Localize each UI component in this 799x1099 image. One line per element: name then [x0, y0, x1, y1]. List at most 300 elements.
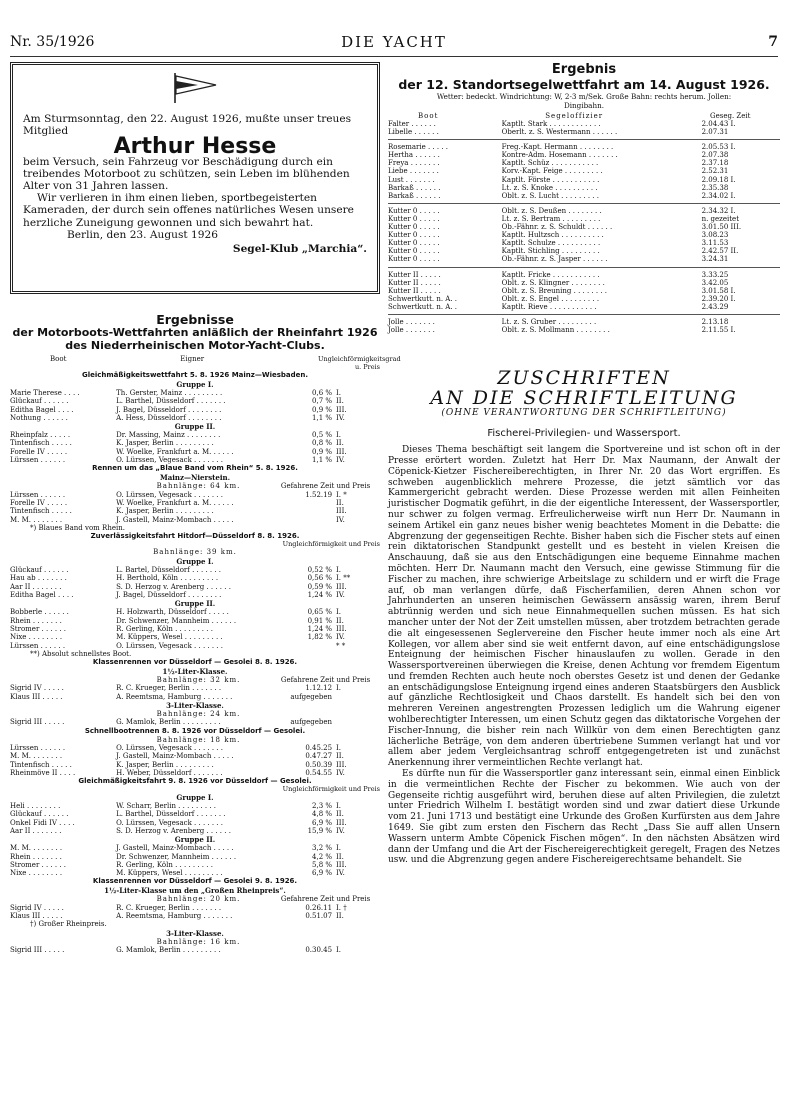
placement: I. — [336, 608, 342, 617]
table-row — [10, 827, 380, 835]
group-title: 3-Liter-Klasse. — [166, 928, 224, 938]
officer-name: Kaptlt. Förste . . . . . . . . . . . — [501, 175, 600, 184]
result-value: 0,52 % — [307, 566, 333, 575]
table-row — [388, 279, 780, 287]
table-row — [10, 853, 380, 861]
placement — [336, 710, 380, 718]
boat-name: Nixe . . . . . . . . — [10, 633, 63, 642]
owner-name: G. Mamlok, Berlin . . . . . . . . . — [116, 718, 221, 727]
result-value: 0,7 % — [312, 397, 333, 406]
owner-name: J. Bagel, Düsseldorf . . . . . . . . — [116, 591, 222, 600]
placement: II. — [336, 852, 344, 861]
race-title: Rennen um das „Blaue Band vom Rhein“ 5. 8. 1926. — [92, 464, 298, 473]
boat-name: Stromer . . . . . . — [10, 624, 66, 633]
group-title: Mainz—Nierstein. — [159, 473, 231, 483]
group-title: 1½-Liter-Klasse um den „Großen Rheinpreis“. — [104, 886, 286, 896]
sail-time: 3.08.23 — [701, 231, 729, 240]
owner-name: W. Woelke, Frankfurt a. M. . . . . . — [116, 447, 234, 456]
col-boat: Boot — [418, 112, 439, 120]
boat-name: Liebe . . . . . . . — [388, 167, 439, 176]
result-value: 1,24 % — [307, 624, 333, 633]
owner-name: J. Gastell, Mainz-Mombach . . . . . — [116, 844, 234, 853]
officer-name: Lt. z. S. Gruber . . . . . . . . . — [501, 317, 597, 326]
placement: IV. — [336, 869, 345, 878]
result-value: 0,5 % — [312, 431, 333, 440]
table-row — [10, 752, 380, 760]
owner-name: Dr. Schwenzer, Mannheim . . . . . . — [116, 852, 237, 861]
motor-column-headers — [10, 355, 401, 371]
sail-time: 2.09.18 I. — [701, 175, 736, 184]
table-row — [10, 566, 380, 574]
table-row — [388, 295, 780, 303]
owner-name: G. Mamlok, Berlin . . . . . . . . . — [116, 945, 221, 954]
deceased-name: Arthur Hesse — [113, 134, 277, 160]
placement: IV. — [336, 515, 345, 524]
boat-name: Tintenfisch . . . . . — [10, 760, 72, 769]
table-row — [10, 861, 380, 869]
officer-name: Oblt. z. S. Klingner . . . . . . . . — [501, 278, 605, 287]
owner-name: Bahnlänge: 32 km. — [156, 676, 241, 685]
result-value: 1,1 % — [312, 456, 333, 465]
results-table — [10, 938, 380, 955]
table-row — [10, 583, 380, 591]
placement: IV. — [336, 633, 345, 642]
boat-name — [10, 676, 116, 684]
placement: I. — [336, 389, 342, 397]
letters-heading-2: AN DIE SCHRIFTLEITUNG — [430, 387, 738, 410]
owner-name: M. Küppers, Wesel . . . . . . . . . — [116, 869, 223, 878]
boat-name: Tintenfisch . . . . . — [10, 507, 72, 516]
race-title: Schnellbootrennen 8. 8. 1926 vor Düsseldorf — Gesolei. — [84, 726, 306, 735]
col-officer: Segeloffizier — [545, 112, 604, 120]
sail-time: 2.07.38 — [701, 151, 729, 160]
owner-name: K. Jasper, Berlin . . . . . . . . . — [116, 760, 214, 769]
result-value: 0,91 % — [307, 616, 333, 625]
officer-name: Freg.-Kapt. Hermann . . . . . . . . — [501, 143, 614, 152]
placement: I. ** — [336, 574, 351, 583]
result-value: 0.30.45 — [305, 945, 333, 954]
boat-name: Forelle IV . . . . . — [10, 498, 68, 507]
boat-name — [10, 938, 116, 946]
boat-name: Schwertkutt. n. A. . — [388, 294, 458, 303]
results-table — [10, 844, 380, 877]
boat-name: Barkaß . . . . . . — [388, 191, 441, 200]
header-rule — [10, 56, 778, 57]
letters-heading: ZUSCHRIFTEN — [497, 367, 671, 390]
owner-name: M. Küppers, Wesel . . . . . . . . . — [116, 633, 223, 642]
table-row — [388, 215, 780, 223]
owner-name: H. Holzwarth, Düsseldorf . . . . . — [116, 608, 229, 617]
boat-name: Rhein . . . . . . . — [10, 852, 62, 861]
placement: II. — [336, 616, 344, 625]
race-title: Gleichmäßigkeitswettfahrt 5. 8. 1926 Mainz—Wiesbaden. — [81, 371, 309, 379]
boat-name: M. M. . . . . . . . — [10, 752, 63, 761]
boat-name: Nothung . . . . . . — [10, 413, 68, 422]
owner-name: Bahnlänge: 18 km. — [156, 735, 241, 744]
race-title: Klassenrennen vor Düsseldorf — Gesolei 8. 8. 1926. — [92, 658, 298, 667]
regatta-table — [388, 143, 780, 200]
table-row — [10, 938, 380, 946]
boat-name: Nixe . . . . . . . . — [10, 869, 63, 878]
sail-time: 2.37.18 — [701, 159, 729, 168]
table-row — [388, 120, 780, 128]
table-row — [10, 810, 380, 818]
block-divider — [388, 139, 780, 140]
placement: II. — [336, 912, 344, 921]
table-row — [10, 946, 380, 954]
sail-time: 3.01.58 I. — [701, 286, 736, 295]
table-row — [388, 303, 780, 311]
table-row — [388, 176, 780, 184]
table-row — [388, 239, 780, 247]
boat-name: Kutter 0 . . . . . — [388, 214, 440, 223]
regatta-conditions: Wetter: bedeckt. Windrichtung: W, 2-3 m/Sek. Große Bahn: rechts herum. Jollen: Dingibahn. — [436, 92, 732, 110]
result-value — [281, 642, 336, 650]
owner-name: H. Berthold, Köln . . . . . . . . . — [116, 574, 219, 583]
results-table — [10, 736, 380, 777]
table-row — [388, 255, 780, 263]
owner-name: R. Gerling, Köln . . . . . . . . . — [116, 624, 213, 633]
sail-time: 3.33.25 — [701, 270, 729, 279]
table-row — [10, 633, 380, 641]
boat-name: Kutter 0 . . . . . — [388, 239, 440, 248]
results-table — [10, 389, 380, 422]
result-value: 0.50.39 — [305, 760, 333, 769]
footnote: **) Absolut schnellstes Boot. — [30, 649, 132, 658]
result-value: 6,9 % — [312, 818, 333, 827]
race-title: Zuverlässigkeitsfahrt Hitdorf—Düsseldorf 8. 8. 1926. — [90, 532, 300, 541]
result-value: 0,59 % — [307, 582, 333, 591]
group-title: Gruppe II. — [174, 835, 216, 845]
placement: II. — [336, 810, 344, 819]
boat-name — [10, 482, 116, 490]
table-row — [10, 693, 380, 701]
boat-name: Rheinpfalz . . . . . — [10, 431, 71, 440]
table-row — [388, 318, 780, 326]
result-value: 1,1 % — [312, 413, 333, 422]
boat-name: Sigrid III . . . . . — [10, 718, 65, 727]
table-row — [388, 143, 780, 151]
results-table — [10, 431, 380, 464]
placement: III. — [336, 818, 347, 827]
officer-name: Lt. z. S. Bertram . . . . . . . . . — [501, 214, 601, 223]
sail-time: 3.01.50 III. — [701, 223, 742, 232]
placement — [336, 736, 380, 744]
result-value — [281, 507, 336, 515]
letters-disclaimer: (OHNE VERANTWORTUNG DER SCHRIFTLEITUNG) — [441, 408, 727, 419]
table-row — [388, 326, 780, 334]
table-row — [10, 904, 380, 912]
placement: III. — [336, 760, 347, 769]
table-row — [10, 456, 380, 464]
placement: III. — [336, 507, 347, 516]
boat-name: Sigrid IV . . . . . — [10, 903, 64, 912]
result-value — [281, 736, 336, 744]
obituary-body: beim Versuch, sein Fahrzeug vor Beschädigung durch ein treibendes Motorboot zu schützen, sein Leben im blühenden Alter von 31 Jahren lassen. — [23, 155, 350, 193]
owner-name: O. Lürssen, Vegesack . . . . . . . — [116, 456, 223, 465]
table-row — [10, 718, 380, 726]
boat-name: Heli . . . . . . . . — [10, 802, 61, 811]
boat-name: Glückauf . . . . . . — [10, 566, 69, 575]
results-table — [10, 608, 380, 649]
placement: II. — [336, 752, 344, 761]
article-paragraph: Dieses Thema beschäftigt seit langem die Sportvereine und ist schon oft in der Presse erörtert worden. Zuletzt hat Herr Dr. Max Naumann, der Anwalt der Cöpenick-Kietzer Fischereiberechtigten, in Ihrer Nr. 20 das Wort ergriffen. Es schweben augenblicklich mehrere Prozesse, die jetzt sämtlich vor das Kammergericht gebracht werden. Diese Prozesse werden mit allen Feinheiten juristischer Dogmatik geführt, in die der eigentliche Interessent, der Wassersportler, nur schwer zu folgen vermag. Erfreulicherweise wirft nun Herr Dr. Naumann in seinem Artikel ein ganz neues bisher wenig beachtetes Moment in die Debatte: die Abgrenzung der gegenseitigen Rechte. Bisher haben sich die Fischer stets auf einen rein diktatorischen Standpunkt gestellt und es besteht in vielen Kreisen die Anschauung, daß sie aus den Entschädigungen eine bequeme Einnahme machen möchten. Herr Dr. Naumann macht den Versuch, eine gewisse Stimmung für die Fischer zu machen, ihre schwierige Arbeitslage zu schildern und er wirft die Frage auf, ob man verlangen dürfe, daß Fischerfamilien, deren Ahnen schon vor Jahrhunderten an unseren heimischen Gewässern ansässig waren, ihrem Beruf abtrünnig werden und sich neue Einnahmequellen suchen müssen. Es hat sich mancher unter der Not der Zeit umstellen müssen, aber trotzdem betrachten gerade die alt eingesessenen Seglervereine den Fischer heute immer noch als eine Art Kollegen, vor allem aber sind sie weit entfernt davon, auf eine entschädigungslose Enteignung der heimischen Fischer hinauslaufen zu wollen. Gerade in den Wassersportvereinen überwiegen die Kreise, denen Achtung vor fremdem Eigentum und fremden Rechten auch heute noch oberstes Gesetz ist und denen der Gedanke an entschädigungslose Enteignung irgend eines anderen Staatsbürgers den Ausblick auf gänzliche Rechtlosigkeit und Chaos darstellt. Es handelt sich bei den von mehreren Vereinen angestrengten Prozessen lediglich um die Wahrung eigener wohlberechtigter Interessen, um einen Schutz gegen das diktatorische Vorgehen der Fischer-Innung, die bisher rein nach Willkür von dem einen Berechtigten ganz lächerliche Beträge, von dem anderen übertriebene Summen verlangt hat und vor allem aber jedem Vergleichsantrag schroff entgegengetreten ist und zunächst Anerkennung ihrer vermeintlichen Rechte verlangt hat. — [388, 445, 780, 769]
boat-name: Glückauf . . . . . . — [10, 810, 69, 819]
owner-name: L. Barthel, Düsseldorf . . . . . . . — [116, 810, 226, 819]
table-row — [10, 499, 380, 507]
owner-name: R. Gerling, Köln . . . . . . . . . — [116, 860, 213, 869]
motor-results-list — [10, 371, 380, 954]
result-value: 6,9 % — [312, 869, 333, 878]
sail-time: 2.13.18 — [701, 317, 729, 326]
owner-name: J. Gastell, Mainz-Mombach . . . . . — [116, 515, 234, 524]
result-value: Gefahrene Zeit und Preis — [280, 895, 371, 904]
col-boat: Boot — [50, 355, 67, 363]
owner-name: Dr. Schwenzer, Mannheim . . . . . . — [116, 616, 237, 625]
boat-name: Kutter 0 . . . . . — [388, 206, 440, 215]
boat-name: Lust . . . . . . . — [388, 175, 435, 184]
footnote: †) Großer Rheinpreis. — [30, 920, 107, 929]
table-row — [10, 844, 380, 852]
motor-results-title: Ergebnisse — [156, 312, 234, 327]
table-row — [10, 516, 380, 524]
owner-name: Bahnlänge: 20 km. — [156, 895, 241, 904]
block-divider — [388, 203, 780, 204]
result-value — [281, 516, 336, 524]
owner-name: S. D. Herzog v. Arenberg . . . . . . — [116, 582, 231, 591]
boat-name: Jolle . . . . . . . — [388, 326, 435, 335]
owner-name: L. Barthel, Düsseldorf . . . . . . . — [116, 397, 226, 406]
result-value: 0,56 % — [307, 574, 333, 583]
regatta-table — [388, 120, 780, 136]
obituary-intro: Am Sturmsonntag, den 22. August 1926, mußte unser treues Mitglied — [23, 113, 352, 138]
result-value: 0,9 % — [312, 405, 333, 414]
owner-name: W. Woelke, Frankfurt a. M. . . . . . — [116, 498, 234, 507]
owner-name: A. Reemtsma, Hamburg . . . . . . . — [116, 692, 233, 701]
officer-name: Lt. z. S. Knoke . . . . . . . . . . — [501, 183, 598, 192]
result-value: Gefahrene Zeit und Preis — [280, 482, 371, 491]
table-row — [10, 574, 380, 582]
officer-name: Oblt. z. S. Lucht . . . . . . . . . — [501, 191, 599, 200]
placement: I. — [336, 684, 342, 693]
boat-name: Hau ab . . . . . . . — [10, 574, 67, 583]
sail-time: 2.34.32 I. — [701, 206, 736, 215]
boat-name: Falter . . . . . . — [388, 120, 436, 128]
placement — [336, 693, 380, 701]
officer-name: Oblt. z. S. Engel . . . . . . . . . — [501, 294, 600, 303]
table-row — [10, 389, 380, 397]
group-title: Gruppe II. — [174, 422, 216, 432]
sail-time: 2.05.53 I. — [701, 143, 736, 152]
owner-name: W. Scharr, Berlin . . . . . . . . . — [116, 802, 217, 811]
boat-name: Aar II . . . . . . . — [10, 826, 62, 835]
result-value: 5,8 % — [312, 860, 333, 869]
group-title: 1½-Liter-Klasse. — [162, 667, 228, 677]
boat-name: Kutter 0 . . . . . — [388, 223, 440, 232]
regatta-table — [388, 318, 780, 334]
table-row — [10, 397, 380, 405]
table-row — [10, 710, 380, 718]
regatta-column-headers — [388, 112, 780, 120]
table-row — [388, 128, 780, 136]
sail-time: 3.24.31 — [701, 255, 729, 264]
boat-name: Kutter 0 . . . . . — [388, 247, 440, 256]
placement: I. † — [336, 903, 347, 912]
sail-time: n. gezeitet — [701, 214, 740, 223]
officer-name: Kaptlt. Stichling . . . . . . . . . — [501, 247, 600, 256]
placement: III. — [336, 447, 347, 456]
boat-name: Lürssen . . . . . . — [10, 490, 66, 499]
boat-name: Lürssen . . . . . . — [10, 456, 66, 465]
placement: IV. — [336, 826, 345, 835]
boat-name: Bobberle . . . . . . — [10, 608, 69, 617]
result-value — [281, 938, 336, 946]
table-row — [388, 207, 780, 215]
result-value: 1.12.12 — [305, 684, 333, 693]
officer-name: Kaptlt. Schüz . . . . . . . . . . . — [501, 159, 599, 168]
block-divider — [388, 267, 780, 268]
boat-name: Kutter II . . . . . — [388, 278, 441, 287]
owner-name: L. Bartel, Düsseldorf . . . . . . . — [116, 566, 222, 575]
boat-name: Hertha . . . . . . — [388, 151, 440, 160]
result-value: 1,24 % — [307, 591, 333, 600]
results-table — [10, 710, 380, 727]
result-value — [281, 499, 336, 507]
boat-name: Sigrid IV . . . . . — [10, 684, 64, 693]
boat-name: Marie Therese . . . . — [10, 389, 80, 397]
results-table — [10, 802, 380, 835]
result-value: 1,82 % — [307, 633, 333, 642]
table-row — [388, 223, 780, 231]
table-row — [10, 431, 380, 439]
table-row — [388, 184, 780, 192]
table-row — [10, 802, 380, 810]
magazine-title: DIE YACHT — [341, 33, 447, 51]
motor-results-subtitle: der Motorboots-Wettfahrten anläßlich der Rheinfahrt 1926 des Niederrheinischen Motor-Yacht-Clubs. — [12, 326, 378, 352]
officer-name: Kaptlt. Stark . . . . . . . . . . . . — [501, 120, 601, 128]
owner-name: J. Gastell, Mainz-Mombach . . . . . — [116, 752, 234, 761]
obituary-signature: Segel-Klub „Marchia“. — [232, 243, 367, 256]
officer-name: Kaptlt. Rieve . . . . . . . . . . . — [501, 302, 597, 311]
table-row — [10, 769, 380, 777]
table-row — [10, 491, 380, 499]
col-owner: Eigner — [180, 355, 205, 363]
table-row — [10, 448, 380, 456]
table-row — [10, 608, 380, 616]
table-row — [388, 271, 780, 279]
result-value: 0.26.11 — [305, 903, 333, 912]
article-title: Fischerei-Privilegien- und Wassersport. — [487, 428, 681, 440]
result-value: aufgegeben — [290, 718, 333, 727]
placement: II. — [336, 498, 344, 507]
sail-time: 2.52.31 — [701, 167, 729, 176]
boat-name: Glückauf . . . . . . — [10, 397, 69, 406]
pennant-icon — [172, 73, 218, 103]
group-title: Gruppe I. — [176, 793, 214, 803]
table-row — [10, 676, 380, 684]
boat-name: Jolle . . . . . . . — [388, 317, 435, 326]
obituary-date: Berlin, den 23. August 1926 — [67, 228, 219, 241]
result-value: 0.51.07 — [305, 912, 333, 921]
result-value: 0,65 % — [307, 608, 333, 617]
result-value: 4,8 % — [312, 810, 333, 819]
page-number: 7 — [768, 34, 778, 50]
boat-name: Tintenfisch . . . . . — [10, 439, 72, 448]
regatta-subtitle: der 12. Standortsegelwettfahrt am 14. August 1926. — [398, 77, 770, 92]
boat-name: Rhein . . . . . . . — [10, 616, 62, 625]
table-row — [10, 736, 380, 744]
regatta-table — [388, 271, 780, 311]
placement: III. — [336, 860, 347, 869]
block-divider — [388, 314, 780, 315]
owner-name: H. Weber, Düsseldorf . . . . . . . — [116, 768, 223, 777]
result-value: 4,2 % — [312, 852, 333, 861]
owner-name: Bahnlänge: 16 km. — [156, 937, 241, 946]
placement: II. — [336, 439, 344, 448]
boat-name — [10, 736, 116, 744]
table-row — [10, 617, 380, 625]
race-result-header: Ungleichförmigkeit und Preis — [282, 785, 380, 794]
obituary-tribute: Wir verlieren in ihm einen lieben, sportbegeisterten Kameraden, der durch sein offenes natürliches Wesen unsere herzliche Zuneigung gewonnen und sich bewahrt hat. — [23, 192, 354, 229]
result-value: 15,9 % — [307, 826, 333, 835]
boat-name: Kutter 0 . . . . . — [388, 255, 440, 264]
sail-time: 2.07.31 — [701, 128, 729, 137]
result-value: 0,8 % — [312, 439, 333, 448]
group-title: Gruppe I. — [176, 380, 214, 389]
table-row — [10, 642, 380, 650]
sail-time: 2.04.43 I. — [701, 120, 736, 128]
col-time: Geseg. Zeit — [710, 112, 751, 120]
boat-name: Onkel Fidi IV . . . . — [10, 818, 75, 827]
owner-name: O. Lürssen, Vegesack . . . . . . . — [116, 490, 223, 499]
boat-name: Schwertkutt. n. A. . — [388, 302, 458, 311]
table-row — [10, 406, 380, 414]
boat-name: Rheinmöve II . . . . — [10, 768, 76, 777]
boat-name: Editha Bagel . . . . — [10, 591, 74, 600]
owner-name: K. Jasper, Berlin . . . . . . . . . — [116, 507, 214, 516]
table-row — [388, 159, 780, 167]
table-row — [10, 591, 380, 599]
boat-name: Freya . . . . . . . — [388, 159, 440, 168]
placement: III. — [336, 582, 347, 591]
officer-name: Oblt. z. S. Mollmann . . . . . . . . — [501, 326, 610, 335]
result-value: 0.47.27 — [305, 752, 333, 761]
table-row — [10, 482, 380, 490]
boat-name: Stromer . . . . . . — [10, 860, 66, 869]
group-title: Gruppe I. — [176, 557, 214, 567]
table-row — [10, 507, 380, 515]
placement: I. * — [336, 490, 347, 499]
result-value: 1.52.19 — [305, 490, 333, 499]
sail-time: 2.35.38 — [701, 183, 729, 192]
placement: II. — [336, 397, 344, 406]
sail-time: 3.11.53 — [701, 239, 729, 248]
placement: III. — [336, 405, 347, 414]
placement: I. — [336, 802, 342, 811]
race-title: Klassenrennen vor Düsseldorf — Gesolei 9. 8. 1926. — [92, 877, 298, 886]
owner-name: R. C. Krueger, Berlin . . . . . . . — [116, 903, 222, 912]
placement: IV. — [336, 768, 345, 777]
boat-name: Forelle IV . . . . . — [10, 447, 68, 456]
result-value: 0,9 % — [312, 447, 333, 456]
owner-name: O. Lürssen, Vegesack . . . . . . . — [116, 743, 223, 752]
boat-name: Barkaß . . . . . . — [388, 183, 441, 192]
officer-name: Ob.-Fähnr. z. S. Schuldt . . . . . . — [501, 223, 613, 232]
boat-name: Lürssen . . . . . . — [10, 743, 66, 752]
table-row — [10, 684, 380, 692]
regatta-title: Ergebnis — [551, 62, 617, 77]
table-row — [388, 287, 780, 295]
